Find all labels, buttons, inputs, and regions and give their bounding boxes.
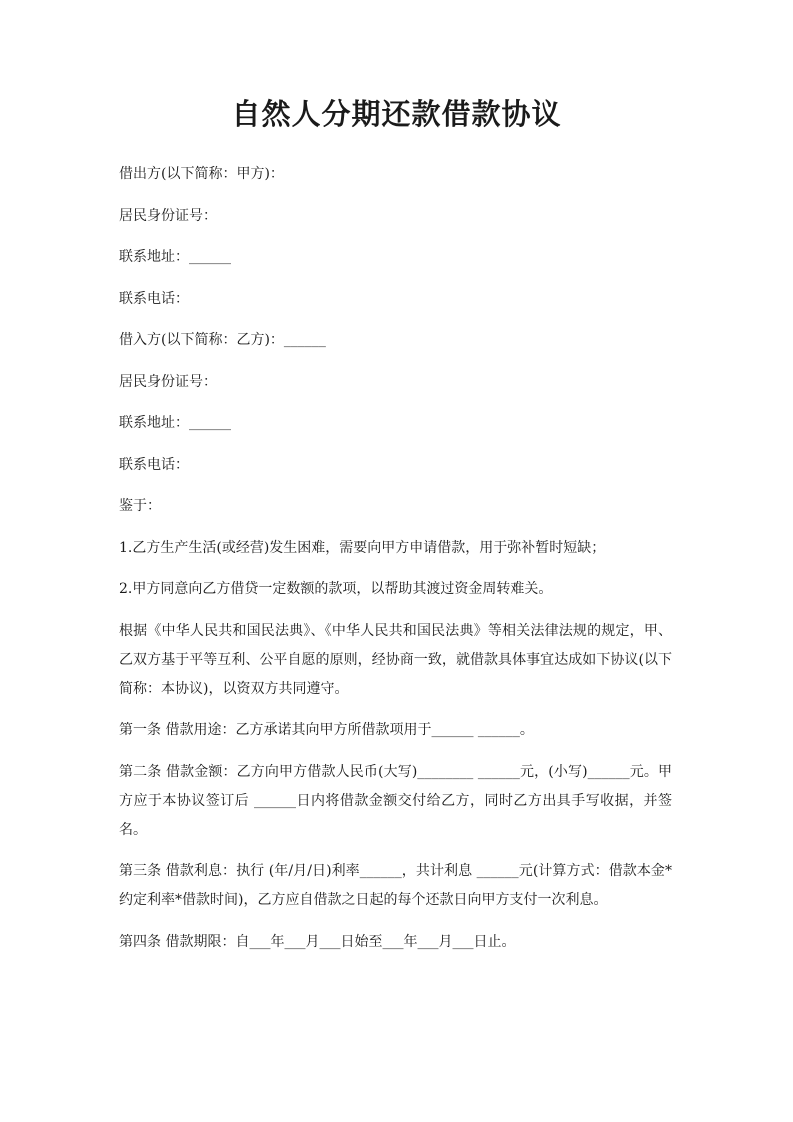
borrower-name-line: 借入方(以下简称：乙方)：______ bbox=[119, 332, 326, 348]
article-2-loan-amount: 第二条 借款金额：乙方向甲方借款人民币(大写)________ ______元，(小写)______元。甲方应于本协议签订后 ______日内将借款金额交付给乙方，同时乙方出具手写收据，并签名。 bbox=[119, 763, 672, 838]
whereas-item-2: 2.甲方同意向乙方借贷一定数额的款项，以帮助其渡过资金周转难关。 bbox=[119, 581, 553, 597]
lender-address-line: 联系地址：______ bbox=[119, 249, 231, 265]
legal-basis-paragraph: 根据《中华人民共和国民法典》、《中华人民共和国民法典》等相关法律法规的规定，甲、乙双方基于平等互利、公平自愿的原则，经协商一致，就借款具体事宜达成如下协议(以下简称：本协议)，以资双方共同遵守。 bbox=[119, 622, 672, 697]
borrower-phone-line: 联系电话： bbox=[119, 456, 189, 473]
lender-id-line: 居民身份证号： bbox=[119, 207, 217, 224]
lender-phone-line: 联系电话： bbox=[119, 290, 189, 307]
article-4-loan-term: 第四条 借款期限：自___年___月___日始至___年___月___日止。 bbox=[119, 933, 516, 950]
article-1-loan-purpose: 第一条 借款用途：乙方承诺其向甲方所借款项用于______ ______。 bbox=[119, 722, 534, 738]
borrower-address-line: 联系地址：______ bbox=[119, 415, 231, 431]
whereas-heading: 鉴于： bbox=[119, 498, 161, 514]
borrower-id-line: 居民身份证号： bbox=[119, 373, 217, 390]
document-title: 自然人分期还款借款协议 bbox=[231, 97, 562, 131]
whereas-item-1: 1.乙方生产生活(或经营)发生困难，需要向甲方申请借款，用于弥补暂时短缺； bbox=[119, 539, 606, 556]
article-3-loan-interest: 第三条 借款利息：执行 (年/月/日)利率______，共计利息 ______元(计算方式：借款本金*约定利率*借款时间)，乙方应自借款之日起的每个还款日向甲方支付一次利息。 bbox=[119, 863, 672, 908]
lender-name-line: 借出方(以下简称：甲方)： bbox=[119, 166, 284, 182]
document-body bbox=[119, 160, 672, 969]
